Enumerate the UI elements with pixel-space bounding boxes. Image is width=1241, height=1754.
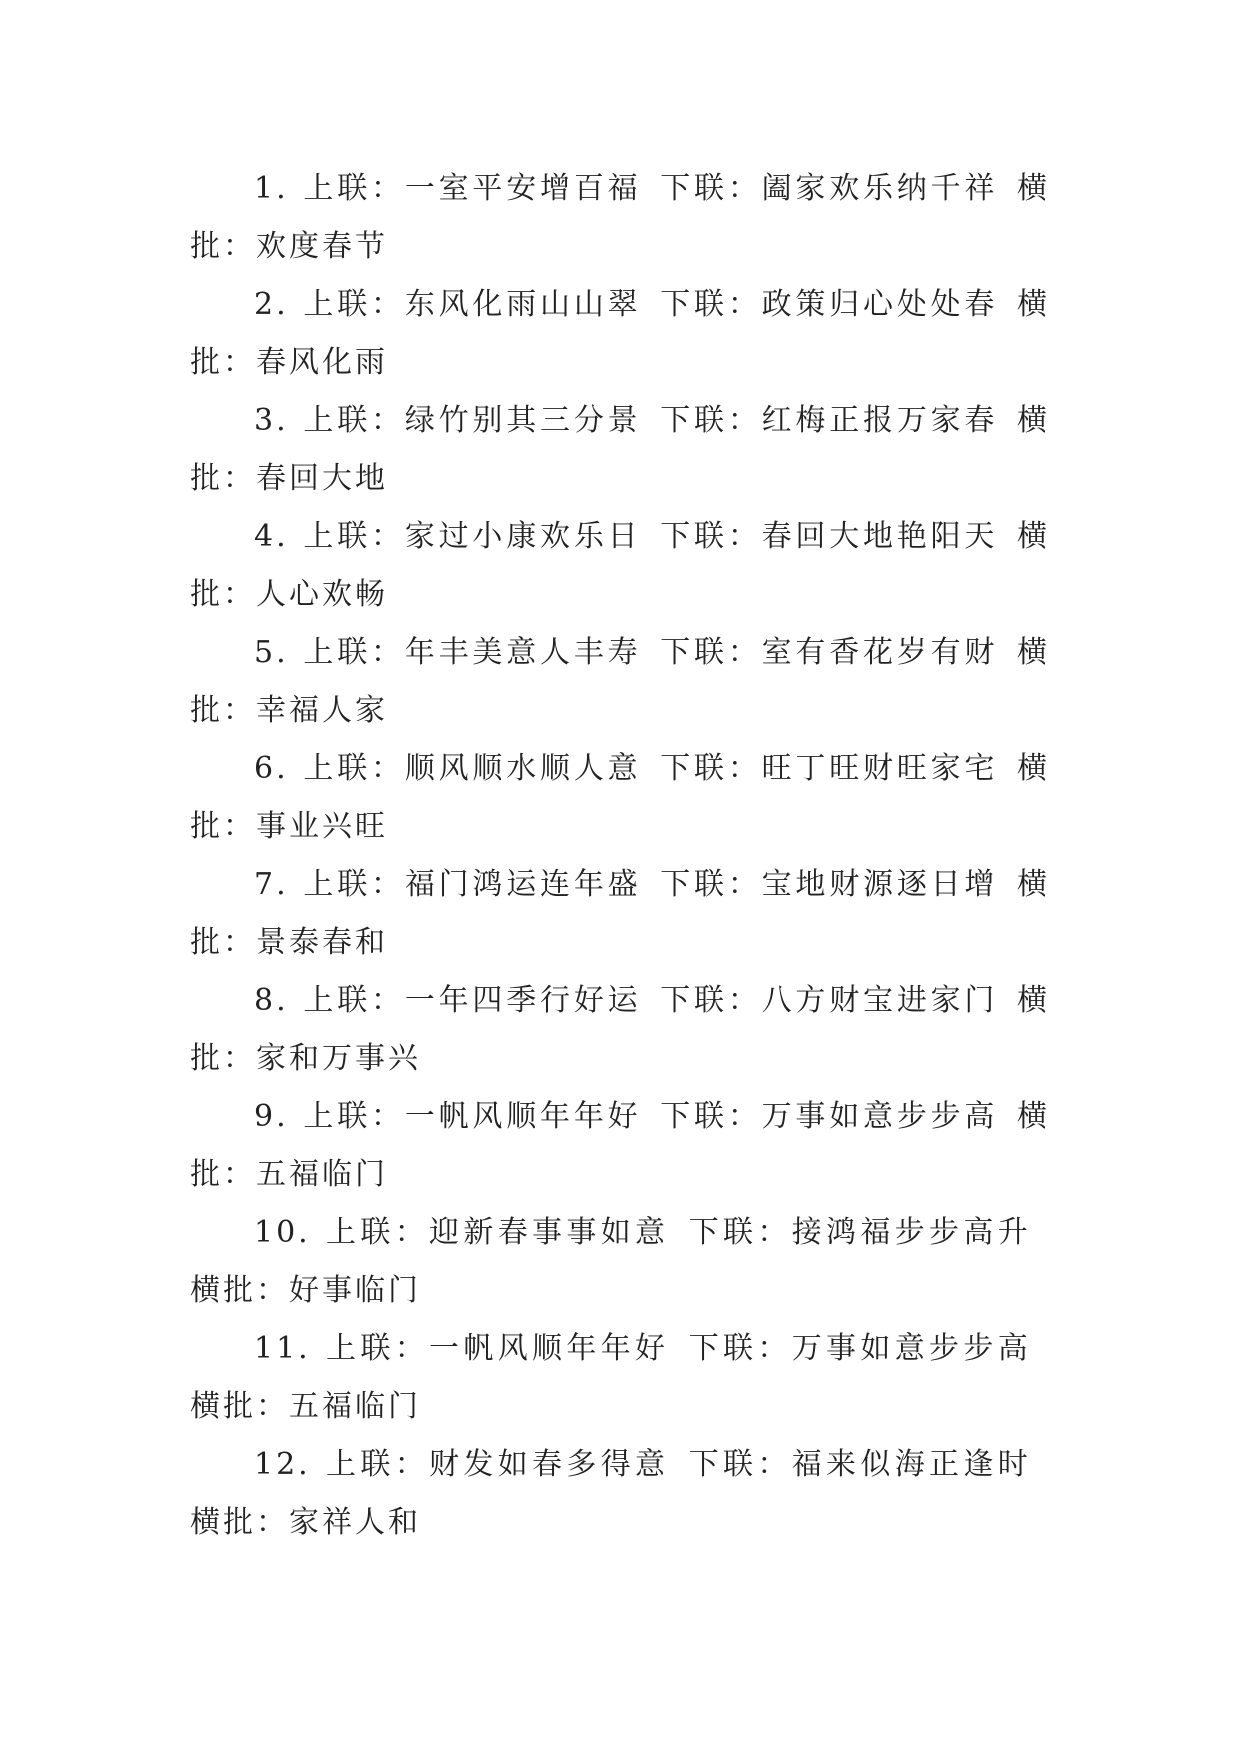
banner-label: 横批： [190,1099,1051,1192]
upper-line: 一帆风顺年年好 [429,1331,670,1366]
couplet-item [190,1320,1050,1436]
couplet-number: 2. [254,287,289,322]
couplet-item [190,1088,1050,1204]
couplet-item [190,276,1050,392]
couplet-item [190,740,1050,856]
lower-label: 下联： [687,1447,792,1482]
upper-line: 一帆风顺年年好 [404,1099,642,1134]
couplet-number: 9. [254,1099,289,1134]
couplet-number: 10. [254,1215,311,1250]
couplet-number: 3. [254,403,289,438]
upper-line: 一室平安增百福 [404,171,642,206]
couplet-item [190,1436,1050,1552]
banner-label: 横批： [190,751,1051,844]
lower-line: 室有香花岁有财 [761,635,999,670]
lower-label: 下联： [687,1215,792,1250]
couplet-number: 4. [254,519,289,554]
upper-label: 上联： [302,635,405,670]
lower-line: 八方财宝进家门 [761,983,999,1018]
upper-label: 上联： [302,403,405,438]
couplet-item [190,972,1050,1088]
upper-line: 年丰美意人丰寿 [404,635,642,670]
banner-label: 横批： [190,171,1051,264]
lower-line: 宝地财源逐日增 [761,867,999,902]
banner-label: 横批： [190,1389,289,1424]
banner-text: 五福临门 [289,1389,421,1424]
banner-text: 五福临门 [256,1157,388,1192]
couplet-number: 5. [254,635,289,670]
upper-label: 上联： [324,1331,430,1366]
banner-text: 好事临门 [289,1273,421,1308]
couplet-item [190,856,1050,972]
upper-line: 家过小康欢乐日 [404,519,642,554]
upper-line: 顺风顺水顺人意 [404,751,642,786]
banner-label: 横批： [190,635,1051,728]
lower-label: 下联： [659,287,762,322]
upper-line: 财发如春多得意 [429,1447,670,1482]
upper-label: 上联： [302,519,405,554]
couplet-list [190,160,1050,1552]
upper-label: 上联： [324,1447,430,1482]
banner-text: 事业兴旺 [256,809,388,844]
couplet-number: 7. [254,867,289,902]
banner-text: 欢度春节 [256,229,388,264]
couplet-number: 8. [254,983,289,1018]
lower-line: 万事如意步步高 [761,1099,999,1134]
banner-label: 横批： [190,287,1051,380]
lower-line: 旺丁旺财旺家宅 [761,751,999,786]
lower-line: 红梅正报万家春 [761,403,999,438]
banner-text: 春风化雨 [256,345,388,380]
lower-label: 下联： [659,635,762,670]
upper-line: 绿竹别其三分景 [404,403,642,438]
upper-line: 一年四季行好运 [404,983,642,1018]
banner-label: 横批： [190,1505,289,1540]
upper-label: 上联： [302,751,405,786]
couplet-number: 11. [254,1331,311,1366]
lower-line: 阖家欢乐纳千祥 [761,171,999,206]
banner-text: 景泰春和 [256,925,388,960]
upper-label: 上联： [302,983,405,1018]
banner-label: 横批： [190,519,1051,612]
lower-label: 下联： [659,751,762,786]
lower-label: 下联： [659,1099,762,1134]
lower-line: 万事如意步步高 [791,1331,1033,1366]
lower-line: 政策归心处处春 [761,287,999,322]
lower-label: 下联： [659,867,762,902]
upper-label: 上联： [302,867,405,902]
banner-label: 横批： [190,867,1051,960]
lower-label: 下联： [659,403,762,438]
upper-line: 福门鸿运连年盛 [404,867,642,902]
banner-text: 家祥人和 [289,1505,421,1540]
upper-line: 迎新春事事如意 [429,1215,670,1250]
lower-line: 接鸿福步步高升 [791,1215,1033,1250]
couplet-item [190,392,1050,508]
banner-text: 家和万事兴 [256,1041,421,1076]
banner-label: 横批： [190,983,1051,1076]
couplet-item [190,624,1050,740]
banner-text: 人心欢畅 [256,577,388,612]
upper-line: 东风化雨山山翠 [404,287,642,322]
lower-label: 下联： [659,171,762,206]
lower-label: 下联： [659,983,762,1018]
upper-label: 上联： [302,171,405,206]
couplet-number: 1. [254,171,289,206]
banner-text: 春回大地 [256,461,388,496]
couplet-number: 12. [254,1447,311,1482]
couplet-item [190,508,1050,624]
lower-label: 下联： [659,519,762,554]
lower-line: 春回大地艳阳天 [761,519,999,554]
upper-label: 上联： [324,1215,430,1250]
banner-text: 幸福人家 [256,693,388,728]
lower-line: 福来似海正逢时 [791,1447,1033,1482]
upper-label: 上联： [302,287,405,322]
couplet-number: 6. [254,751,289,786]
lower-label: 下联： [687,1331,792,1366]
banner-label: 横批： [190,403,1051,496]
couplet-item [190,160,1050,276]
banner-label: 横批： [190,1273,289,1308]
upper-label: 上联： [302,1099,405,1134]
couplet-item [190,1204,1050,1320]
